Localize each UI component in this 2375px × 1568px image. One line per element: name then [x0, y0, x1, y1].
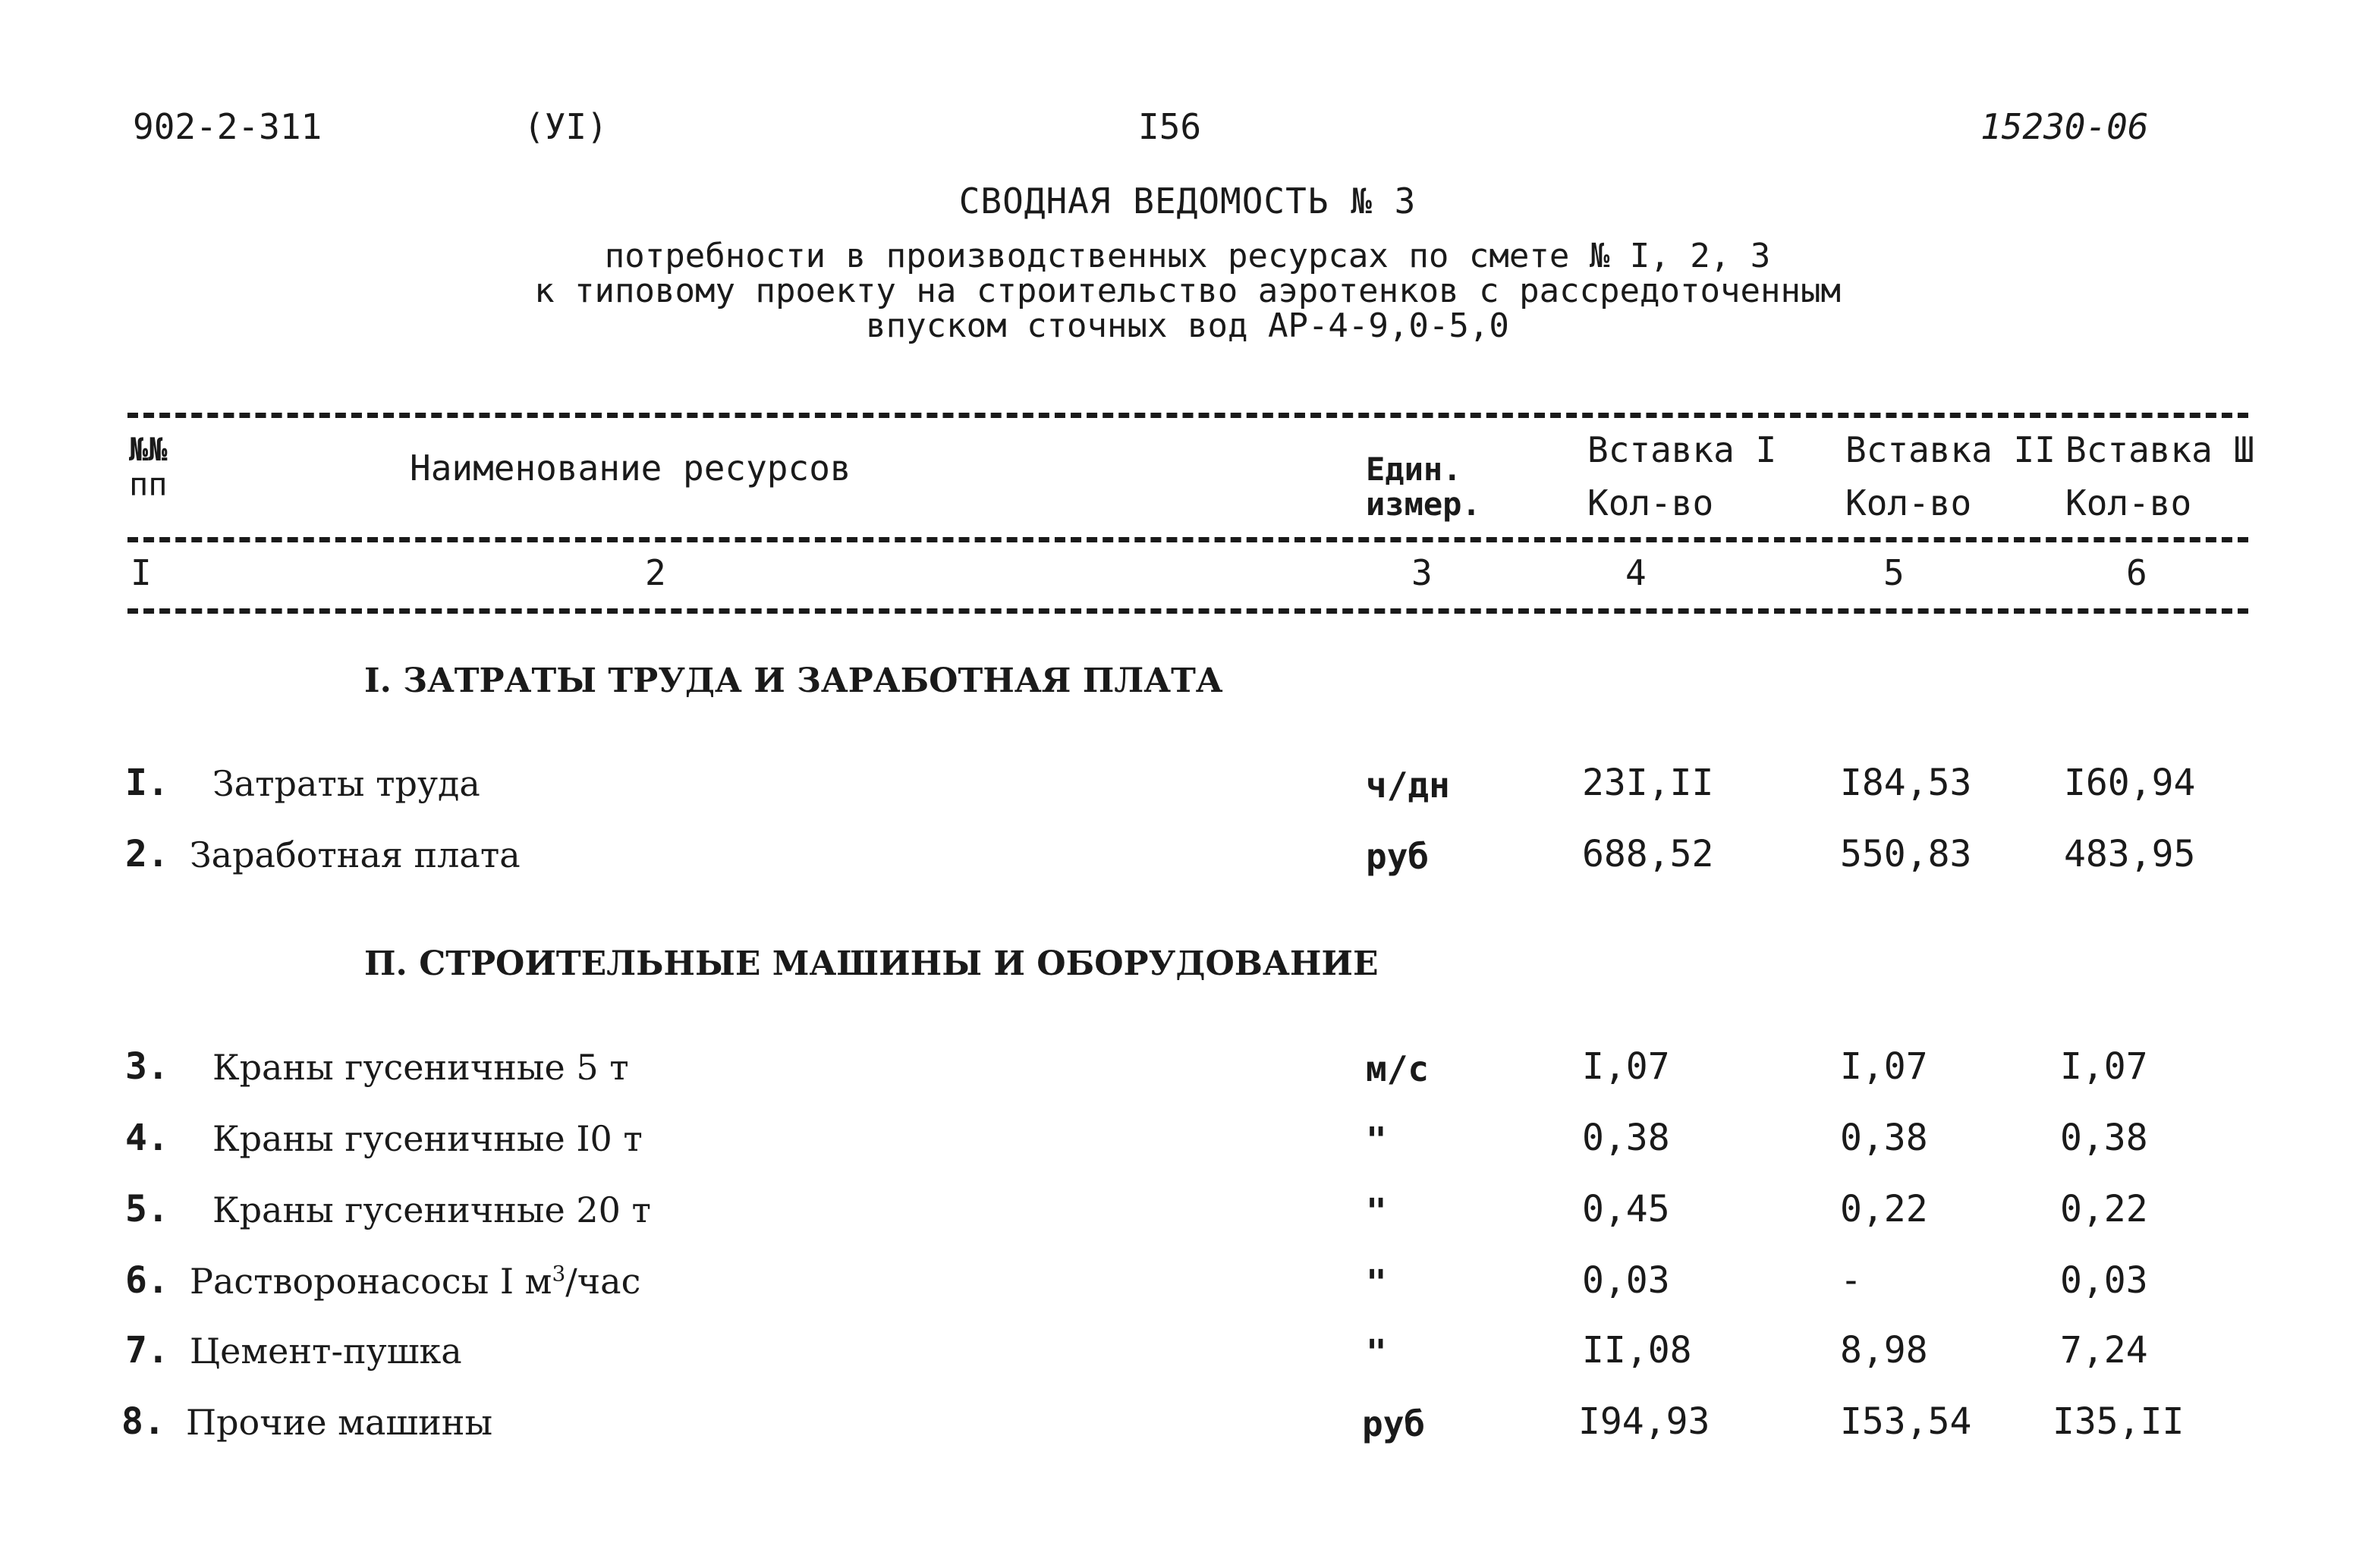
row-value-insert-2: I53,54 [1840, 1400, 1972, 1443]
row-name: Краны гусеничные 5 т [212, 1047, 629, 1088]
row-unit: " [1366, 1191, 1387, 1232]
row-number: 3. [125, 1045, 169, 1088]
row-name: Затраты труда [212, 763, 480, 804]
row-value-insert-1: 23I,II [1582, 762, 1714, 804]
row-name: Цемент-пушка [190, 1331, 462, 1372]
row-name-tail: /час [565, 1261, 641, 1302]
row-number: 2. [125, 833, 169, 875]
row-name: Краны гусеничные I0 т [212, 1118, 643, 1159]
row-value-insert-1: 0,03 [1582, 1259, 1670, 1302]
row-name-text: Растворонасосы I м [190, 1261, 552, 1302]
row-number: I. [125, 762, 169, 804]
row-value-insert-2: 0,38 [1840, 1117, 1928, 1159]
row-value-insert-3: 0,22 [2060, 1188, 2148, 1230]
column-number-4: 4 [1625, 552, 1647, 593]
column-number-6: 6 [2126, 552, 2147, 593]
row-value-insert-1: I94,93 [1578, 1400, 1710, 1443]
row-value-insert-2: I,07 [1840, 1045, 1928, 1088]
column-number-5: 5 [1883, 552, 1905, 593]
section-title-machines: П. СТРОИТЕЛЬНЫЕ МАШИНЫ И ОБОРУДОВАНИЕ [364, 944, 1379, 983]
row-value-insert-1: I,07 [1582, 1045, 1670, 1088]
row-value-insert-3: 0,03 [2060, 1259, 2148, 1302]
row-unit: м/с [1366, 1048, 1430, 1089]
row-value-insert-1: 0,38 [1582, 1117, 1670, 1159]
header-page-number: I56 [1138, 106, 1202, 147]
table-rule-top [127, 413, 2248, 418]
row-number: 5. [125, 1188, 169, 1230]
row-value-insert-1: II,08 [1582, 1329, 1692, 1372]
th-insert-3-qty: Кол-во [2065, 482, 2192, 523]
row-value-insert-3: I35,II [2053, 1400, 2185, 1443]
row-unit: " [1366, 1332, 1387, 1373]
column-number-1: I [131, 552, 152, 593]
row-value-insert-1: 688,52 [1582, 833, 1714, 875]
th-number-line2: пп [129, 466, 168, 503]
table-rule-header-bottom [127, 537, 2248, 542]
row-unit: руб [1366, 836, 1430, 877]
th-unit-line1: Един. [1366, 451, 1462, 488]
row-value-insert-3: I60,94 [2064, 762, 2196, 804]
row-name: Краны гусеничные 20 т [212, 1189, 651, 1230]
row-number: 4. [125, 1117, 169, 1159]
header-code: 902-2-311 [133, 106, 322, 147]
row-name [190, 1261, 640, 1302]
header-doc-number: 15230-06 [1980, 106, 2149, 147]
row-number: 6. [125, 1259, 169, 1302]
th-insert-1-qty: Кол-во [1587, 482, 1714, 523]
row-number: 8. [121, 1400, 165, 1443]
th-unit-line2: измер. [1366, 485, 1481, 523]
row-value-insert-3: 0,38 [2060, 1117, 2148, 1159]
th-insert-2-qty: Кол-во [1845, 482, 1972, 523]
row-value-insert-3: 7,24 [2060, 1329, 2148, 1372]
row-name: Прочие машины [186, 1402, 493, 1443]
title-line-4: впуском сточных вод АР-4-9,0-5,0 [866, 306, 1509, 345]
th-insert-1: Вставка I [1587, 429, 1777, 470]
row-value-insert-3: 483,95 [2064, 833, 2196, 875]
row-unit: " [1366, 1262, 1387, 1303]
row-name-superscript: 3 [552, 1261, 566, 1287]
row-number: 7. [125, 1329, 169, 1372]
column-number-3: 3 [1411, 552, 1433, 593]
table-rule-colnums-bottom [127, 608, 2248, 614]
row-value-insert-1: 0,45 [1582, 1188, 1670, 1230]
title-line-3: к типовому проекту на строительство аэротенков с рассредоточенным [534, 272, 1841, 310]
section-title-labor: I. ЗАТРАТЫ ТРУДА И ЗАРАБОТНАЯ ПЛАТА [364, 661, 1223, 700]
row-unit: ч/дн [1366, 765, 1450, 806]
th-resource-name: Наименование ресурсов [410, 448, 851, 489]
row-value-insert-2: - [1840, 1259, 1862, 1302]
th-insert-3: Вставка Ш [2065, 429, 2255, 470]
row-value-insert-3: I,07 [2060, 1045, 2148, 1088]
title-line-1: СВОДНАЯ ВЕДОМОСТЬ № 3 [958, 181, 1417, 222]
row-value-insert-2: 0,22 [1840, 1188, 1928, 1230]
th-insert-2: Вставка II [1845, 429, 2056, 470]
row-unit: руб [1362, 1403, 1426, 1444]
row-name: Заработная плата [190, 834, 521, 875]
row-value-insert-2: 8,98 [1840, 1329, 1928, 1372]
th-number-line1: №№ [129, 431, 168, 468]
row-value-insert-2: 550,83 [1840, 833, 1972, 875]
row-unit: " [1366, 1120, 1387, 1161]
row-value-insert-2: I84,53 [1840, 762, 1972, 804]
header-volume: (УI) [524, 106, 608, 147]
title-line-2: потребности в производственных ресурсах по смете № I, 2, 3 [604, 237, 1771, 275]
column-number-2: 2 [645, 552, 666, 593]
